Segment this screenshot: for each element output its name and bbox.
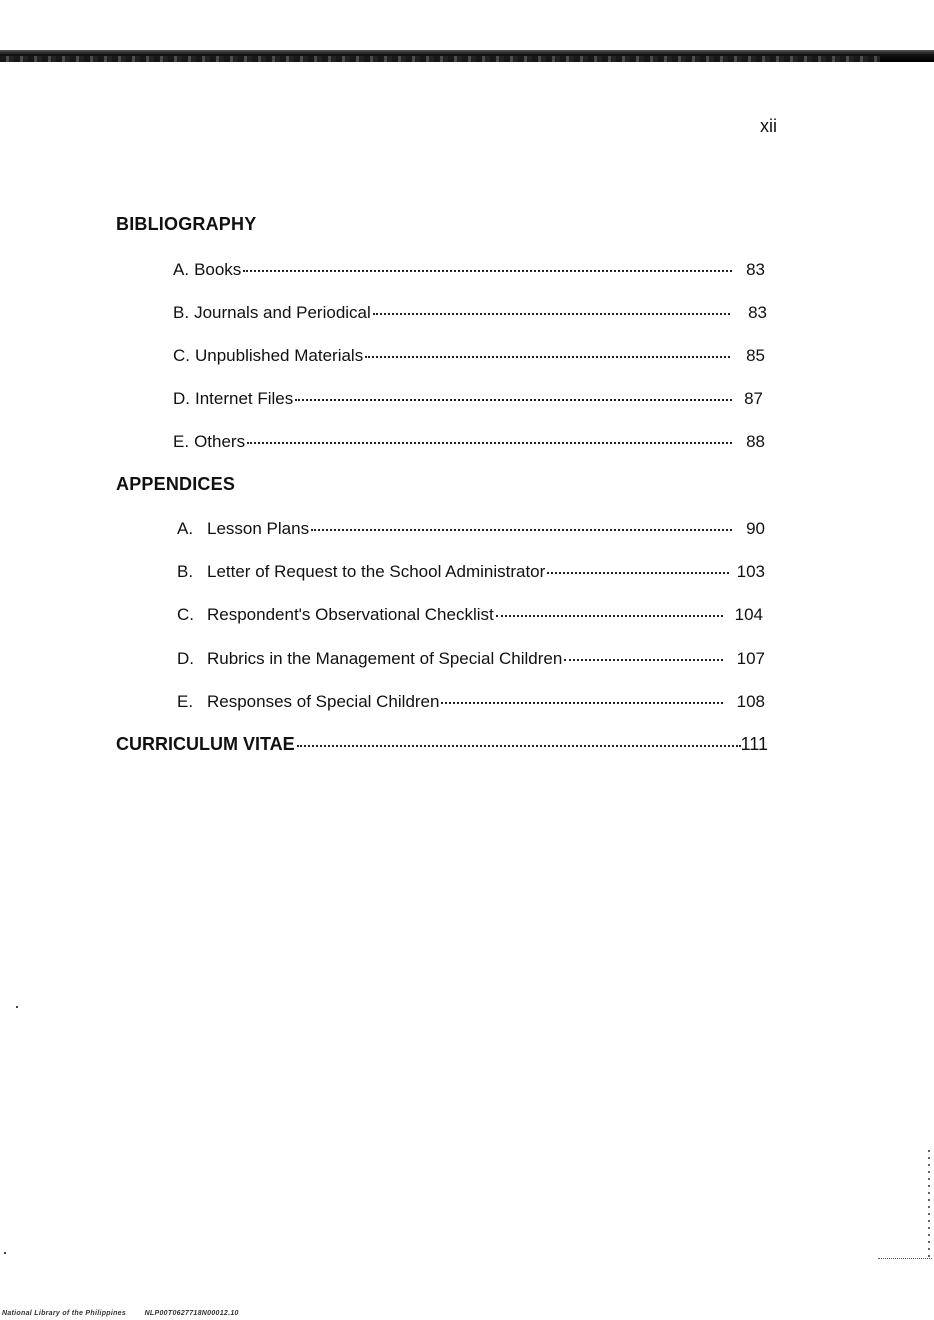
scan-top-border-texture bbox=[0, 56, 880, 62]
dot-leader bbox=[297, 743, 741, 747]
entry-title: Rubrics in the Management of Special Children bbox=[207, 649, 563, 668]
scan-footer bbox=[2, 1310, 239, 1317]
entry-page: 87 bbox=[744, 389, 763, 408]
dot-leader bbox=[243, 268, 732, 272]
dot-leader bbox=[247, 440, 732, 444]
entry-title: Respondent's Observational Checklist bbox=[207, 605, 494, 624]
appendices-heading: APPENDICES bbox=[116, 474, 236, 494]
entry-letter: E. bbox=[177, 692, 194, 711]
entry-page: 107 bbox=[736, 649, 765, 668]
entry-page: 83 bbox=[746, 260, 765, 279]
entry-page: 85 bbox=[746, 346, 765, 365]
footer-library: National Library of the Philippines bbox=[2, 1310, 127, 1317]
toc-entry-responses[interactable] bbox=[177, 692, 765, 712]
entry-letter: C. bbox=[177, 605, 194, 624]
dot-leader bbox=[547, 570, 728, 574]
scan-speck bbox=[4, 1252, 6, 1254]
toc-entry-books[interactable] bbox=[173, 260, 765, 280]
entry-page: 108 bbox=[736, 692, 765, 711]
entry-letter: D. bbox=[173, 389, 190, 408]
entry-letter: D. bbox=[177, 649, 194, 668]
entry-title: Internet Files bbox=[195, 389, 294, 408]
dot-leader bbox=[564, 657, 722, 661]
entry-title: Responses of Special Children bbox=[207, 692, 440, 711]
toc-entry-curriculum-vitae[interactable] bbox=[116, 734, 768, 755]
toc-entry-observational-checklist[interactable] bbox=[177, 605, 763, 625]
toc-entry-unpublished[interactable] bbox=[173, 346, 765, 366]
dot-leader bbox=[373, 311, 730, 315]
toc-entry-lesson-plans[interactable] bbox=[177, 519, 765, 539]
toc-entry-letter-of-request[interactable] bbox=[177, 562, 765, 582]
entry-letter: E. bbox=[173, 432, 190, 451]
entry-letter: A. bbox=[173, 260, 190, 279]
entry-letter: B. bbox=[173, 303, 190, 322]
dot-leader bbox=[441, 700, 722, 704]
bibliography-heading: BIBLIOGRAPHY bbox=[116, 214, 257, 234]
page-number: xii bbox=[760, 116, 777, 136]
entry-page: 83 bbox=[748, 303, 767, 322]
entry-title: Others bbox=[194, 432, 246, 451]
entry-page: 103 bbox=[736, 562, 765, 581]
entry-title: CURRICULUM VITAE bbox=[116, 734, 295, 754]
toc-entry-rubrics[interactable] bbox=[177, 649, 765, 669]
dot-leader bbox=[496, 613, 723, 617]
entry-title: Letter of Request to the School Administrator bbox=[207, 562, 546, 581]
entry-title: Lesson Plans bbox=[207, 519, 310, 538]
entry-letter: A. bbox=[177, 519, 194, 538]
toc-entry-journals[interactable] bbox=[173, 303, 767, 323]
entry-page: 88 bbox=[746, 432, 765, 451]
entry-page: 111 bbox=[740, 734, 768, 754]
entry-title: Journals and Periodical bbox=[194, 303, 371, 322]
toc-entry-others[interactable] bbox=[173, 432, 765, 452]
dot-leader bbox=[295, 397, 732, 401]
toc-entry-internet[interactable] bbox=[173, 389, 763, 409]
entry-letter: B. bbox=[177, 562, 194, 581]
footer-code: NLP00T0627718N00012.10 bbox=[144, 1310, 239, 1317]
entry-page: 104 bbox=[734, 605, 763, 624]
entry-letter: C. bbox=[173, 346, 190, 365]
entry-title: Books bbox=[194, 260, 242, 279]
scan-edge-marks bbox=[928, 1150, 930, 1260]
entry-page: 90 bbox=[746, 519, 765, 538]
scan-speck bbox=[16, 1006, 18, 1008]
dot-leader bbox=[365, 354, 730, 358]
dot-leader bbox=[311, 527, 732, 531]
entry-title: Unpublished Materials bbox=[195, 346, 364, 365]
scan-corner-mark bbox=[878, 1252, 932, 1259]
